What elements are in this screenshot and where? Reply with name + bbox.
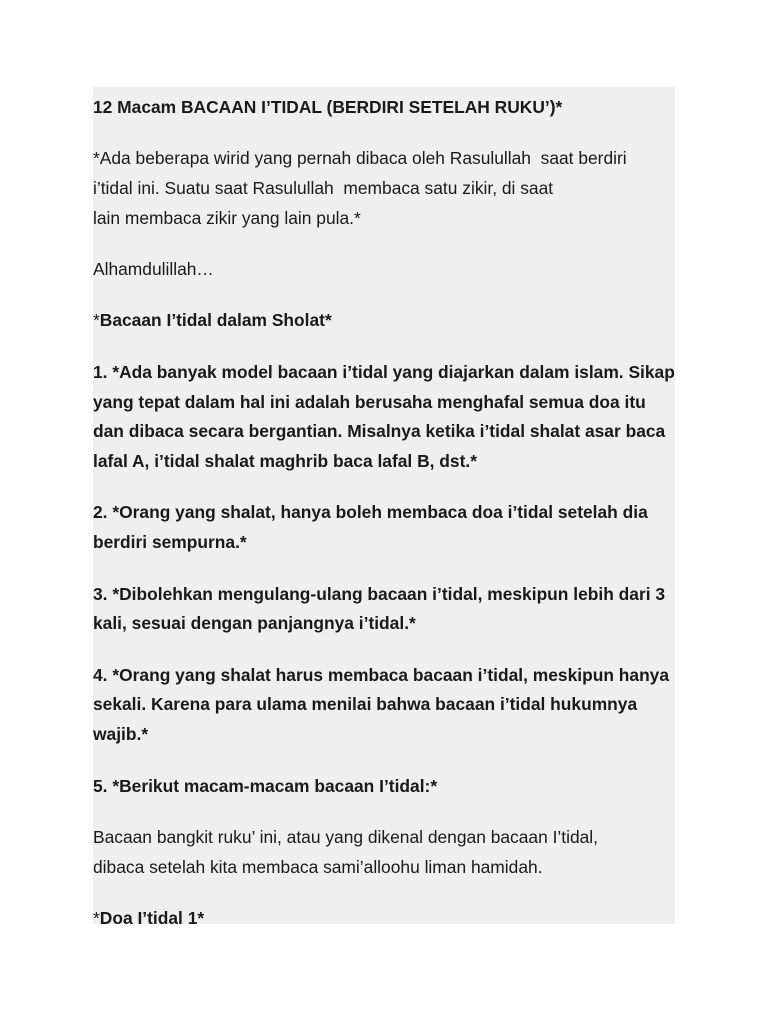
point-line: 4. *Orang yang shalat harus membaca bacaan i’tidal, meskipun hanya [93, 664, 670, 685]
section-heading-text: Bacaan I’tidal dalam Sholat* [99, 310, 332, 331]
doa-heading-text: Doa I’tidal 1* [99, 907, 205, 928]
point-4 [93, 661, 678, 750]
point-1 [93, 358, 678, 477]
point-line: kali, sesuai dengan panjangnya i’tidal.* [93, 613, 416, 634]
point-line: berdiri sempurna.* [93, 532, 247, 553]
section-heading [93, 306, 678, 336]
point-line: 2. *Orang yang shalat, hanya boleh membaca doa i’tidal setelah dia [93, 502, 648, 523]
point-line: 1. *Ada banyak model bacaan i’tidal yang diajarkan dalam islam. Sikap [93, 361, 675, 382]
document-content [93, 93, 678, 934]
point-line: 5. *Berikut macam-macam bacaan I’tidal:* [93, 775, 438, 796]
doa-prefix: * [93, 907, 100, 928]
greeting: Alhamdulillah… [93, 259, 214, 280]
point-line: 3. *Dibolehkan mengulang-ulang bacaan i’tidal, meskipun lebih dari 3 [93, 583, 666, 604]
intro-line: i’tidal ini. Suatu saat Rasulullah membaca satu zikir, di saat [93, 178, 554, 199]
section-prefix: * [93, 310, 100, 331]
explanation-line: Bacaan bangkit ruku’ ini, atau yang dikenal dengan bacaan I’tidal, [93, 826, 599, 847]
explanation-paragraph [93, 823, 678, 883]
point-3 [93, 580, 678, 640]
intro-line: *Ada beberapa wirid yang pernah dibaca oleh Rasulullah saat berdiri [93, 148, 627, 169]
point-2 [93, 498, 678, 558]
document-title: 12 Macam BACAAN I’TIDAL (BERDIRI SETELAH RUKU’)* [93, 97, 563, 117]
point-line: sekali. Karena para ulama menilai bahwa bacaan i’tidal hukumnya [93, 694, 638, 715]
point-line: lafal A, i’tidal shalat maghrib baca lafal B, dst.* [93, 451, 477, 472]
explanation-line: dibaca setelah kita membaca sami’alloohu liman hamidah. [93, 856, 543, 877]
point-line: dan dibaca secara bergantian. Misalnya ketika i’tidal shalat asar baca [93, 421, 666, 442]
doa-heading [93, 904, 678, 934]
point-line: yang tepat dalam hal ini adalah berusaha menghafal semua doa itu [93, 391, 646, 412]
point-line: wajib.* [93, 724, 149, 745]
point-5 [93, 772, 678, 802]
intro-line: lain membaca zikir yang lain pula.* [93, 207, 361, 228]
intro-paragraph [93, 144, 678, 233]
